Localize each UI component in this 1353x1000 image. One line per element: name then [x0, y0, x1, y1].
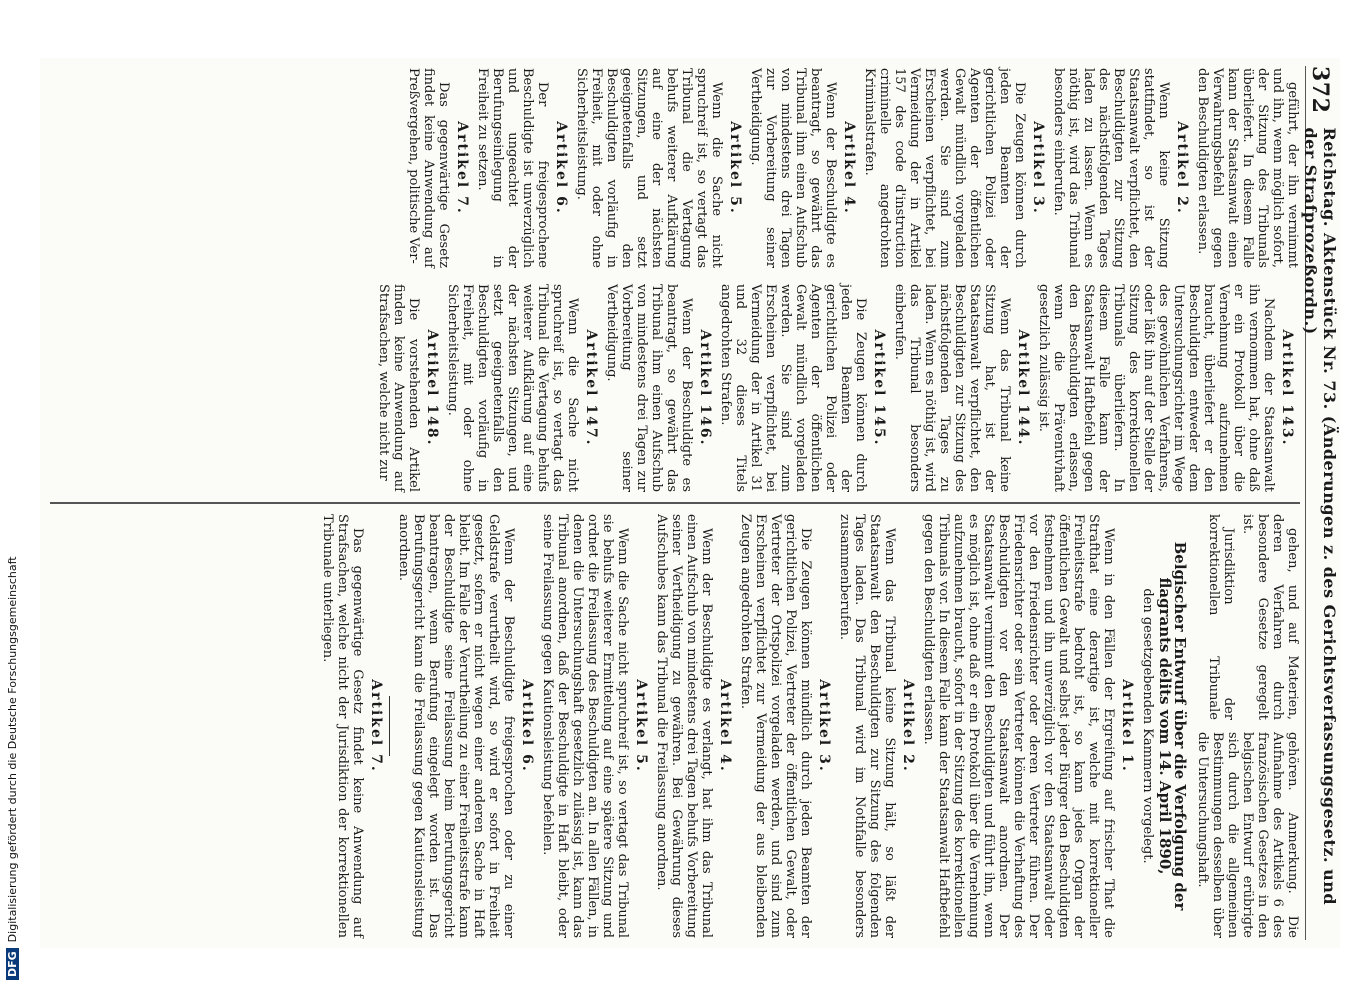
- column-french-law-left: [402, 68, 1300, 268]
- paragraph: Wenn die Sache nicht spruchreif ist, so vertagt das Tribunal sie behufs weiterer Ermittelung auf eine spätere Sitzung und ordnet die Freilassung des Beschuldigten an. In allen Fällen, in denen die Untersuchungshaft gesetzlich zulässig ist, kann das Tribunal anordnen, daß der Beschuldigte in Haft bleibt, oder seine Freilassung gegen Kautionsleistung befehlen.: [540, 514, 630, 938]
- document-page: [40, 58, 1340, 948]
- dfg-logo: DFG: [6, 948, 19, 980]
- article-heading: Artikel 4.: [841, 121, 857, 215]
- paragraph: Das gegenwärtige Gesetz findet keine Anwendung auf Preßvergehen, politische Ver-: [406, 68, 451, 268]
- article-heading: Artikel 145.: [871, 329, 887, 447]
- article-heading: Artikel 7.: [368, 679, 384, 773]
- notes-block: [1195, 514, 1300, 938]
- paragraph: Wenn der Beschuldigte freigesprochen oder zu einer Geldstrafe verurtheilt wird, so wird er sofort in Freiheit gesetzt, sofern er nicht wegen einer anderen Sache in Haft bleibt. Im Falle der Verurtheilung zu einer Freiheitsstrafe kann der Beschuldigte seine Freilassung beim Berufungsgericht beantragen, wenn Berufung eingelegt worden ist. Das Berufungsgericht kann die Freilassung gegen Kautionsleistung anordnen.: [396, 514, 516, 938]
- article-heading: Artikel 1.: [1119, 679, 1135, 773]
- column-french-law-right: [372, 284, 1300, 492]
- page-header: [1301, 66, 1339, 940]
- paragraph: Wenn das Tribunal keine Sitzung hat, ist der Staatsanwalt verpflichtet, den Beschuldigten zur Sitzung des nächstfolgenden Tages zu laden. Wenn es nöthig ist, wird das Tribunal besonders einberufen.: [892, 284, 1012, 492]
- article-heading: Artikel 148.: [424, 329, 440, 447]
- divider: [389, 696, 390, 756]
- article-heading: Artikel 2.: [1174, 121, 1190, 215]
- section-subtitle: den gesetzgebenden Kammern vorgelegt.: [1140, 588, 1155, 864]
- paragraph: Die vorstehenden Artikel finden keine Anwendung auf Strafsachen, welche nicht zur: [376, 284, 421, 492]
- paragraph: Die Zeugen können mündlich durch jeden Beamten der gerichtlichen Polizei, Vertreter der öffentlichen Gewalt, oder Vertreter der Ortspolizei vorgeladen werden, und sind zum Erscheinen verpflichtet zur Vermeidung der aus bleibenden Zeugen angedrohten Strafen.: [738, 514, 813, 938]
- paragraph: Der freigesprochene Beschuldigte ist unverzüglich und ungeachtet der Berufungseinlegung in Freiheit zu setzen.: [475, 68, 550, 268]
- article-heading: Artikel 3.: [816, 679, 832, 773]
- paragraph: Wenn das Tribunal keine Sitzung hält, so läßt der Staatsanwalt den Beschuldigten zur Sitzung des folgenden Tages laden. Das Tribunal wird im Nothfalle besonders zusammenberufen.: [837, 514, 897, 938]
- paragraph: Das gegenwärtige Gesetz findet keine Anwendung auf Strafsachen, welche nicht der Jurisdiktion der korrektionellen Tribunale unterliegen.: [320, 514, 365, 938]
- paragraph: Wenn in den Fällen der Ergreifung auf frischer That die Strafthat eine derartige ist, welche mit korrektioneller Freiheitsstrafe bedroht ist, so kann jedes Organ der öffentlichen Gewalt und selbst jeder Bürger den Beschuldigten festnehmen und ihn unverzüglich vor den Staatsanwalt oder vor den Friedensrichter oder deren Vertreter führen. Der Friedensrichter oder sein Vertreter können die Verhaftung des Beschuldigten vor den Staatsanwalt anordnen. Der Staatsanwalt vernimmt den Beschuldigten und führt ihn, wenn es möglich ist, ohne daß er ein Protokoll über die Vernehmung aufzunehmen braucht, sofort in der Sitzung des korrektionellen Tribunals vor. In diesem Falle kann der Staatsanwalt Haftbefehl gegen den Beschuldigten erlassen.: [921, 514, 1116, 938]
- column-divider: [50, 502, 1300, 504]
- paragraph: Wenn die Sache nicht spruchreif ist, so vertagt das Tribunal die Vertagung behufs weiterer Aufklärung auf eine der nächsten Sitzungen, und setzt geeignetenfalls den Beschuldigten vorläufig in Freiheit, mit oder ohne Sicherheitsleistung.: [574, 68, 724, 268]
- article-heading: Artikel 4.: [717, 679, 733, 773]
- paragraph: Wenn keine Sitzung stattfindet, so ist der Staatsanwalt verpflichtet, den Beschuldigten zur Sitzung des nächstfolgenden Tages laden zu lassen. Wenn es nöthig ist, wird das Tribunal besonders einberufen.: [1051, 68, 1171, 268]
- paragraph: Wenn der Beschuldigte es verlangt, hat ihm das Tribunal einen Aufschub von mindestens drei Tagen behufs Vorbereitung seiner Vertheidigung zu gewähren. Bei Gewährung dieses Aufschubes kann das Tribunal die Freilassung anordnen.: [654, 514, 714, 938]
- footer-credit: Digitalisierung gefördert durch die Deutsche Forschungsgemeinschaft: [6, 556, 19, 943]
- section-title: Belgischer Entwurf über die Verfolgung der flagrants délits vom 14. April 1890,: [1156, 541, 1189, 911]
- paragraph: Wenn der Beschuldigte es beantragt, so gewährt das Tribunal ihm einen Aufschub von mindestens drei Tagen zur Vorbereitung seiner Vertheidigung.: [604, 284, 694, 492]
- page-number: 372: [1307, 66, 1333, 114]
- paragraph: Wenn der Beschuldigte es beantragt, so gewährt das Tribunal ihm einen Aufschub von mindestens drei Tagen zur Vorbereitung seiner Vertheidigung.: [748, 68, 838, 268]
- article-heading: Artikel 5.: [633, 679, 649, 773]
- paragraph: Jurisdiktion der korrektionellen Tribunale gehören. Anmerkung. Die Aufnahme des Artikels 6 des französischen Gesetzes in den belgischen Entwurf erübrigte sich durch die allgemeinen Bestimmungen desselben über die Untersuchungshaft.: [1195, 514, 1300, 938]
- paragraph: Die Zeugen können durch jeden Beamten der gerichtlichen Polizei oder Agenten der öffentlichen Gewalt mündlich vorgeladen werden. Sie sind zum Erscheinen verpflichtet, bei Vermeidung der in Artikel 31 und 32 dieses Titels angedrohten Strafen.: [718, 284, 868, 492]
- article-heading: Artikel 5.: [727, 121, 743, 215]
- paragraph: Wenn die Sache nicht spruchreif ist, so vertagt das Tribunal die Vertagung behufs weiterer Aufklärung auf eine der nächsten Sitzungen, und setzt geeignetenfalls den Beschuldigten vorläufig in Freiheit, mit oder ohne Sicherheitsleistung.: [445, 284, 580, 492]
- digitization-footer: [2, 0, 24, 1000]
- article-heading: Artikel 7.: [454, 121, 470, 215]
- page-title: Reichstag. Aktenstück Nr. 73. (Änderungen z. des Gerichtsverfassungsgesetz. und der Strafprozeßordn.): [1301, 127, 1339, 906]
- article-heading: Artikel 146.: [697, 329, 713, 447]
- article-heading: Artikel 3.: [1030, 121, 1046, 215]
- article-heading: Artikel 147.: [583, 329, 599, 447]
- article-heading: Artikel 2.: [900, 679, 916, 773]
- paragraph: Die Zeugen können durch jeden Beamten der gerichtlichen Polizei oder Agenten der öffentlichen Gewalt mündlich vorgeladen werden. Sie sind zum Erscheinen verpflichtet, bei Vermeidung der in Artikel 157 des code d'instruction criminelle angedrohten Kriminalstrafen.: [862, 68, 1027, 268]
- rotated-sheet: [40, 58, 1340, 948]
- article-heading: Artikel 143.: [1279, 329, 1295, 447]
- article-heading: Artikel 144.: [1015, 329, 1031, 447]
- article-heading: Artikel 6.: [553, 121, 569, 215]
- paragraph: geführt, der ihn vernimmt und ihn, wenn möglich sofort, der Sitzung des Tribunals überliefert. In diesem Falle kann der Staatsanwalt einen Verwahrungsbefehl gegen den Beschuldigten erlassen.: [1195, 68, 1300, 268]
- paragraph: gehen, und auf Materien, deren Verfahren durch besondere Gesetze geregelt ist.: [1240, 514, 1300, 720]
- column-belgian-draft: [316, 514, 1300, 938]
- paragraph: Nachdem der Staatsanwalt ihn vernommen hat, ohne daß er ein Protokoll über die Vernehmung aufzunehmen braucht, überliefert er den Beschuldigten entweder dem Untersuchungsrichter im Wege des gewöhnlichen Verfahrens, oder läßt ihn auf der Stelle der Sitzung des korrektionellen Tribunals überliefern. In diesem Falle kann der Staatsanwalt Haftbefehl gegen den Beschuldigten erlassen, wenn die Präventivhaft gesetzlich zulässig ist.: [1036, 284, 1276, 492]
- article-heading: Artikel 6.: [519, 679, 535, 773]
